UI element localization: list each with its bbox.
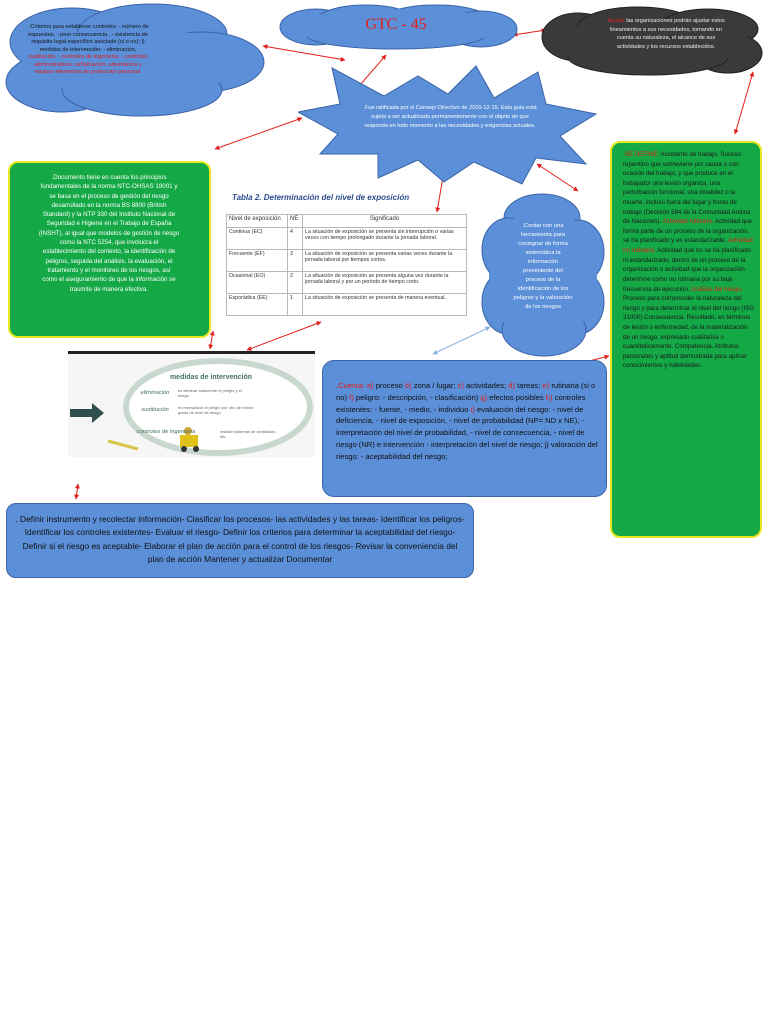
criterios-text: . Criterios para establecer controles: - número de expuestos, - peor consecuencia , - existencia de requisito legal específico asociado (si o no); l) medidas de intervención: - eliminación, sustitución, - controles de ingeniería, - controles administrativos, señalización, advertencia y equipos-elementos de protección personal. xyxy=(27,24,149,76)
arrow-table-image xyxy=(247,322,321,350)
arrow-documento-starburst xyxy=(215,118,302,149)
define-text: .SE DEFINE: Accidente de trabajo. Suceso repentino que sobreviene por causa o con ocasión del trabajo, y que produce en el trabajador una lesión orgánica, una perturbación funcional, una invalidez o la muerte, incluso fuera del lugar y horas de trabajo (Decisión 584 de la Comunidad Andina de Naciones). Actividad rutinaria. Actividad que forma parte de un proceso de la organización, se ha planificado y es estandarizable. Actividad no rutinaria. Actividad que no se ha planificado ni estandarizado, dentro de un proceso de la organización o actividad que la organización determine como no rutinaria por su baja frecuencia de ejecución. Análisis del riesgo. Proceso para comprender la naturaleza del riesgo y para determinar el nivel del riesgo (ISO 31000) Consecuencia. Resultado, en términos de lesión o enfermedad, de la materialización de un riesgo, expresado cualitativa o cuantitativamente. Competencia. Atributos personales y aptitud demostrada para aplicar conocimientos y habilidades. xyxy=(623,151,755,370)
medidas-item-label: sustitución xyxy=(141,407,169,413)
medidas-item-label: eliminación xyxy=(140,390,170,396)
table-title: Tabla 2. Determinación del nivel de exposición xyxy=(232,193,410,202)
ajustar-text: Ajustar las organizaciones podrán ajustar estos lineamientos a sus necesidades, tomando en cuenta su naturaleza, el alcance de sus actividades y los recursos establecidos. xyxy=(607,18,725,50)
medidas-item-desc: es reemplazar el peligro por otro de menor grado de nivel de riesgo xyxy=(178,405,254,416)
page-title: GTC - 45 xyxy=(365,16,427,33)
medidas-item-desc: es eliminar totalmente el peligro y el riesgo xyxy=(178,388,242,399)
table-row: Ocasional (EO) 2 La situación de exposición se presenta alguna vez durante la jornada laboral y por un período de tiempo corto. xyxy=(227,272,467,294)
table-header: Significado xyxy=(303,215,467,228)
starburst-text: .Fue ratificada por el Consejo Directivo de 2010-12-15. Esta guía está sujeta a ser actualizada permanentemente con el objeto de que responda en todo momento a las necesidades y exigencias actuales. xyxy=(363,105,537,129)
arrow-image-pasos xyxy=(76,484,78,499)
medidas-heading: medidas de intervención xyxy=(169,374,253,381)
cuenta-text: .Cuenta: a) proceso b) zona / lugar; c) actividades; d) tareas; e) rutinaria (si o no) f) peligro: - descripción, - clasificación) g) efectos posibles h) controles existentes: - fuente, - medio, - individuo i) evaluación del riesgo: - nivel de deficiencia, - nivel de exposición, - nivel de probabilidad (NP= ND x NE), - interpretación del nivel de probabilidad, - nivel de consecuencia, - nivel de riesgo (NR) e intervención - interpretación del nivel de riesgo; j) valoración del riesgo: - aceptabilidad del riesgo; xyxy=(336,381,598,461)
herramienta-text: .Contar con una herramienta para consignar de forma sistemática la información proveniente del proceso de la identificación de los peligros y la valoración de los riesgos xyxy=(513,223,573,310)
table-header: NE xyxy=(288,215,303,228)
table-row: Continua (EC) 4 La situación de exposición se presenta sin interrupción o varias veces con tiempo prolongado durante la jornada laboral. xyxy=(227,228,467,250)
arrow-icon xyxy=(70,403,104,423)
medidas-item-desc: instalar sistemas de ventilación, etc. xyxy=(220,429,277,440)
documento-text: .Documento tiene en cuenta los principios fundamentales de la norma NTC-OHSAS 18001 y se basa en el proceso de gestión del riesgo desarrollado en la norma BS 8800 (British Standard) y la NTP 330 del Instituto Nacional de Seguridad e Higiene en el Trabajo de España (INSHT), al igual que modelos de gestión de riesgo como la NTC 5254, que involucra el establecimiento del contexto, la identificación de peligros, seguida del análisis, la evaluación, el tratamiento y el monitoreo de los riesgos, así como el aseguramiento de que la información se trasmite de manera efectiva. xyxy=(38,174,180,293)
arrow-documento-image xyxy=(210,331,213,349)
ajustar-lead: Ajustar xyxy=(607,18,625,24)
table-row: Esporádica (EE) 1 La situación de exposición se presenta de manera eventual. xyxy=(227,294,467,316)
table-header: Nivel de exposición xyxy=(227,215,288,228)
medidas-intervencion-image xyxy=(68,351,315,457)
medidas-item-label: controles de ingeniería xyxy=(136,429,196,435)
pasos-text: . Definir instrumento y recolectar información- Clasificar los procesos- las actividades y las tareas- Identificar los peligros- Identificar los controles existentes- Evaluar el riesgo- Definir los criterios para determinar la aceptabilidad del riesgo- Definir si el riesgo es aceptable- Elaborar el plan de acción para el control de los riesgos- Revisar la conveniencia del plan de acción Mantener y actualizar Documentar xyxy=(15,514,465,565)
exposure-table xyxy=(226,214,467,316)
table-row: Frecuente (EF) 3 La situación de exposición se presenta varias veces durante la jornada laboral por tiempos cortos. xyxy=(227,250,467,272)
arrow-ajustar-define xyxy=(735,72,753,134)
